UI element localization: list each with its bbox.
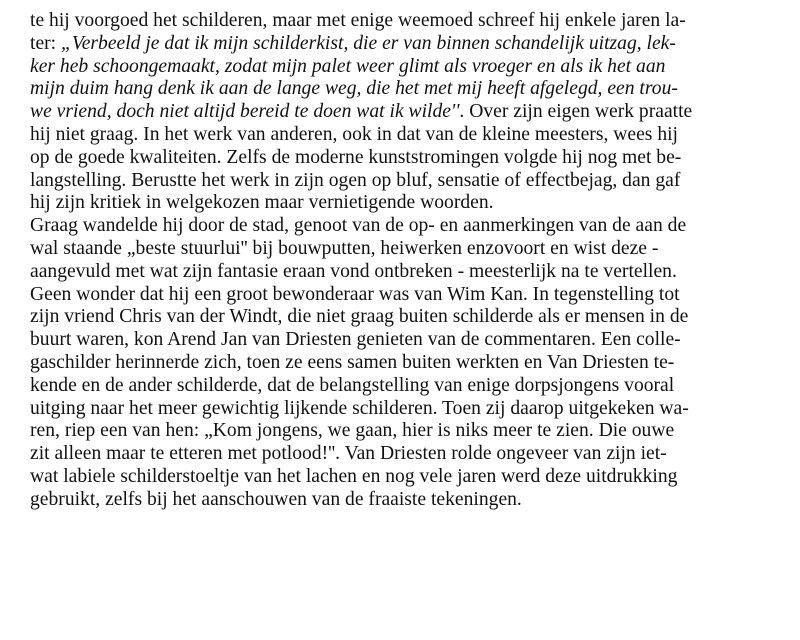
text-line-1: te hij voorgoed het schilderen, maar met enige weemoed schreef hij enkele jaren la- <box>30 10 686 31</box>
text-line-19: ren, riep een van hen: „Kom jongens, we gaan, hier is niks meer te zien. Die ouwe <box>30 420 675 442</box>
text-line-22: gebruikt, zelfs bij het aanschouwen van de fraaiste tekeningen. <box>30 488 522 510</box>
document-page <box>30 10 770 512</box>
text-line-11: wal staande „beste stuurlui'' bij bouwputten, heiwerken enzovoort en wist deze - <box>30 237 659 259</box>
text-line-14: zijn vriend Chris van der Windt, die niet graag buiten schilderde als er mensen in de <box>30 306 689 328</box>
text-line-20: zit alleen maar te etteren met potlood!''. Van Driesten rolde ongeveer van zijn iet- <box>30 443 667 465</box>
text-line-8: langstelling. Berustte het werk in zijn ogen op bluf, sensatie of effectbejag, dan gaf <box>30 169 681 191</box>
text-line-7: op de goede kwaliteiten. Zelfs de moderne kunststromingen volgde hij nog met be- <box>30 146 682 168</box>
text-line-18: uitging naar het meer gewichtig lijkende schilderen. Toen zij daarop uitgekeken wa- <box>30 397 689 419</box>
text-line-5 <box>30 101 770 124</box>
text-line-17: kende en de ander schilderde, dat de belangstelling van enige dorpsjongens vooral <box>30 374 675 396</box>
text-segment-quote: „Verbeeld je dat ik mijn schilderkist, die er van binnen schandelijk uitzag, lek- <box>61 32 676 54</box>
text-line-2 <box>30 33 770 56</box>
text-line-21: wat labiele schilderstoeltje van het lachen en nog vele jaren werd deze uitdrukking <box>30 465 678 487</box>
text-segment-plain-end: . Over zijn eigen werk praatte <box>459 101 693 123</box>
text-line-9: hij zijn kritiek in welgekozen maar vernietigende woorden. <box>30 192 494 214</box>
text-segment-plain: ter: <box>30 32 62 54</box>
text-line-13: Geen wonder dat hij een groot bewonderaar was van Wim Kan. In tegenstelling tot <box>30 283 680 305</box>
text-line-16: gaschilder herinnerde zich, toen ze eens samen buiten werkten en Van Driesten te- <box>30 351 675 373</box>
text-line-6: hij niet graag. In het werk van anderen, ook in dat van de kleine meesters, wees hij <box>30 123 679 145</box>
text-line-12: aangevuld met wat zijn fantasie eraan vond ontbreken - meesterlijk na te vertellen. <box>30 260 677 282</box>
text-line-4: mijn duim hang denk ik aan de lange weg, die het met mij heeft afgelegd, een trou- <box>30 78 678 100</box>
text-segment-quote-end: we vriend, doch niet altijd bereid te doen wat ik wilde'' <box>30 101 460 123</box>
text-line-15: buurt waren, kon Arend Jan van Driesten genieten van de commentaren. Een colle- <box>30 329 681 351</box>
text-line-3: ker heb schoongemaakt, zodat mijn palet weer glimt als vroeger en als ik het aan <box>30 55 666 77</box>
text-line-10: Graag wandelde hij door de stad, genoot van de op- en aanmerkingen van de aan de <box>30 215 687 237</box>
